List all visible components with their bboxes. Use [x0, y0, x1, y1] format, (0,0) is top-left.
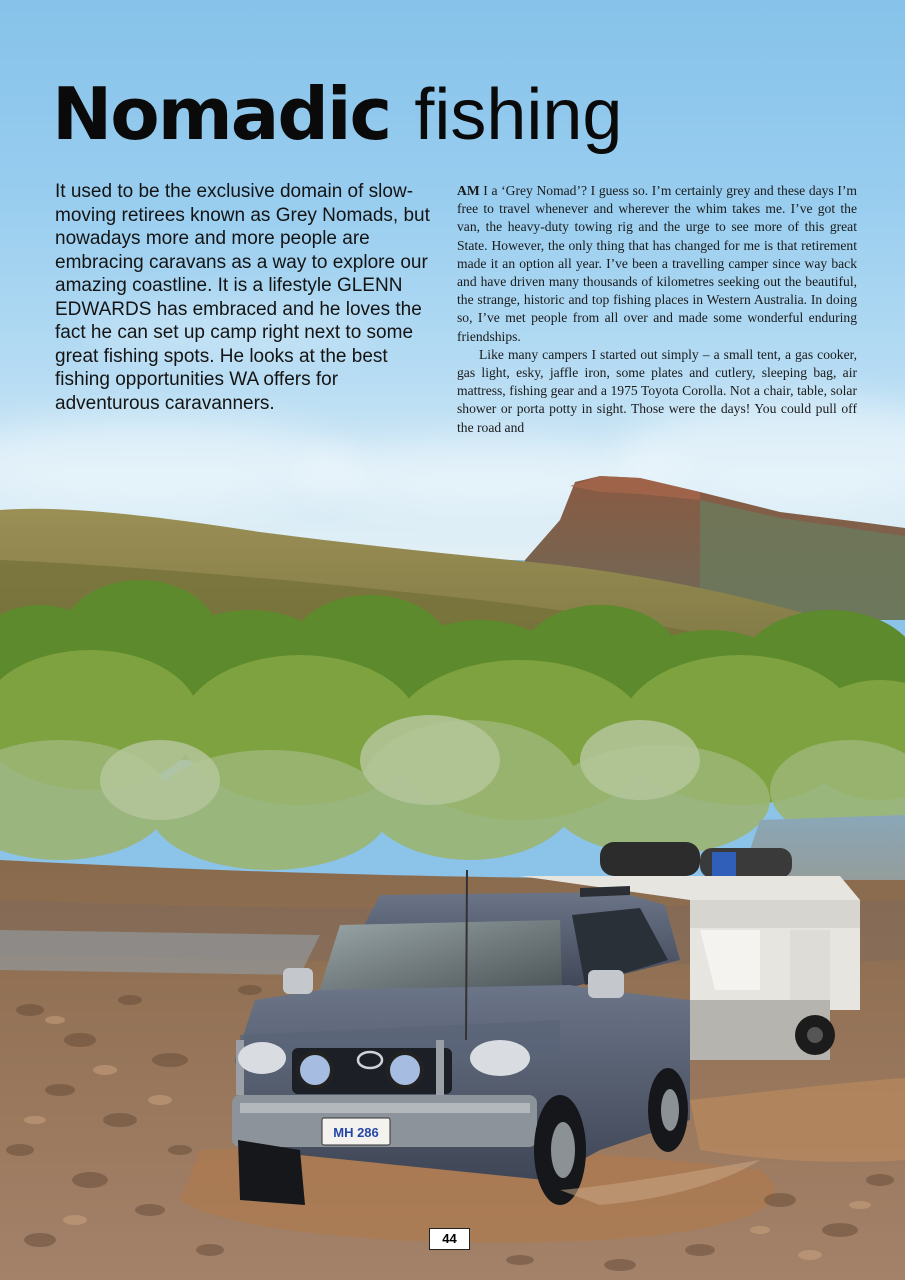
intro-paragraph: It used to be the exclusive domain of slow-moving retirees known as Grey Nomads, but nowadays more and more people are embracing caravans as a way to explore our amazing coastline. It is a lifestyle GLENN EDWARDS has embraced and he loves the fact he can set up camp right next to some great fishing spots. He looks at the best fishing opportunities WA offers for adventurous caravanners. — [55, 181, 430, 414]
body-paragraph-1 — [457, 182, 857, 346]
license-plate-text: MH 286 — [333, 1125, 379, 1140]
title-bold: Nomadic — [52, 72, 391, 156]
body-paragraph-1-text: I a ‘Grey Nomad’? I guess so. I’m certainly grey and these days I’m free to travel whenever and wherever the whim takes me. I’ve got the van, the heavy-duty towing rig and the urge to see more of this great State. However, the only thing that has changed for me is that retirement made it an option all year. I’ve been a travelling camper since way back and have driven many thousands of kilometres seeking out the beautiful, the strange, historic and top fishing places in Western Australia. In doing so, I’ve met people from all over and made some wonderful enduring friendships. — [457, 183, 857, 344]
body-paragraph-2: Like many campers I started out simply – a small tent, a gas cooker, gas light, esky, jaffle iron, some plates and cutlery, sleeping bag, air mattress, fishing gear and a 1975 Toyota Corolla. Not a chair, table, solar shower or porta potty in sight. Those were the days! You could pull off the road and — [457, 346, 857, 435]
article-body — [457, 182, 857, 437]
article-title — [52, 72, 622, 157]
title-light: fishing — [414, 75, 623, 155]
page-number: 44 — [429, 1228, 470, 1250]
dropcap: AM — [457, 183, 480, 198]
